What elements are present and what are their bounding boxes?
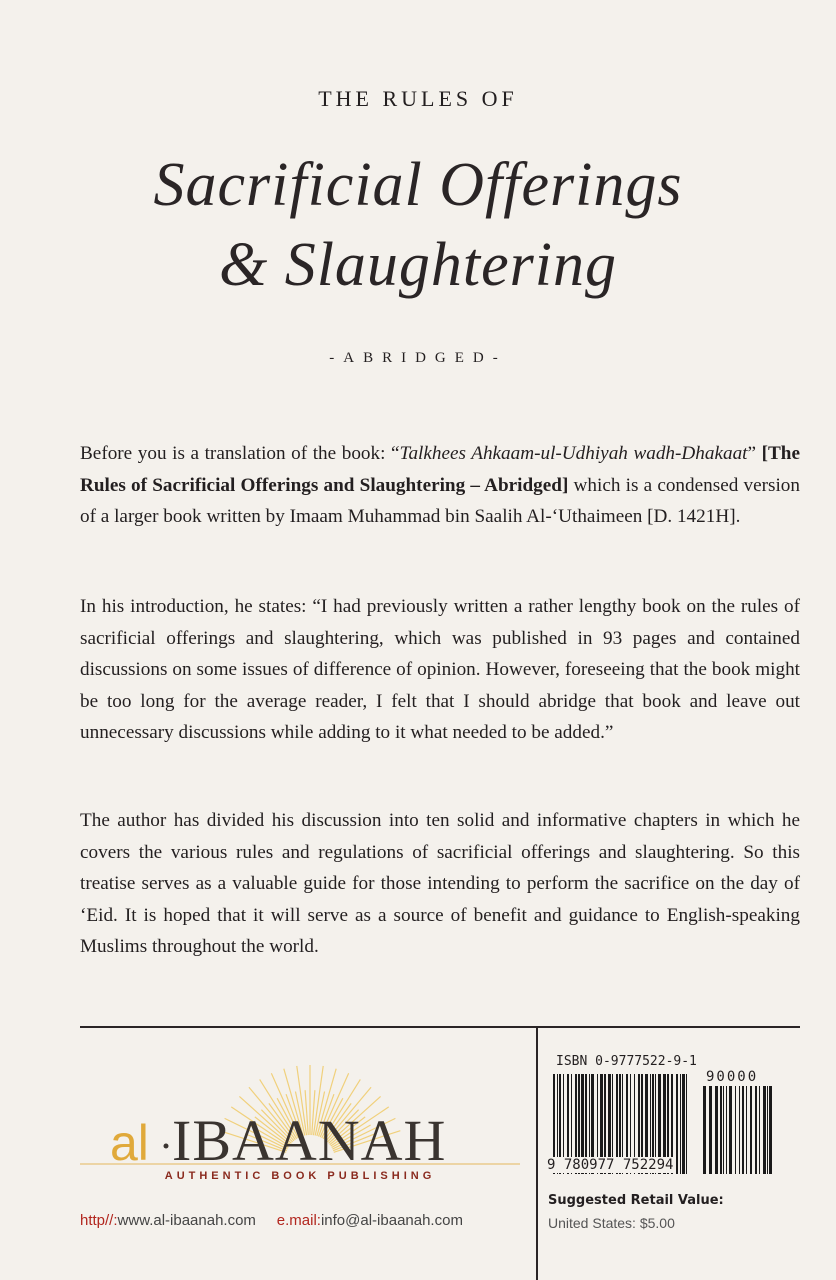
barcode-bar [739, 1086, 740, 1174]
barcode-bar [735, 1086, 736, 1174]
website-link[interactable]: www.al-ibaanah.com [117, 1212, 256, 1229]
svg-text:IBAANAH: IBAANAH [172, 1108, 447, 1173]
ean-number: 9 780977 752294 [547, 1157, 674, 1173]
barcode-bar [715, 1086, 718, 1174]
barcode-bar [680, 1074, 681, 1174]
web-label: http//: [80, 1212, 118, 1229]
publisher-tagline: AUTHENTIC BOOK PUBLISHING [164, 1170, 436, 1182]
barcode-bar [682, 1074, 685, 1174]
svg-text:al: al [110, 1115, 149, 1171]
barcode-bar [755, 1086, 757, 1174]
barcode-bar [769, 1086, 772, 1174]
barcode-bar [763, 1086, 766, 1174]
title-line-3: & Slaughtering [218, 231, 618, 299]
publisher-logo [80, 1050, 520, 1190]
barcode-bar [709, 1086, 712, 1174]
publisher-contact [80, 1212, 463, 1229]
barcode-bar [676, 1074, 678, 1174]
description-paragraph-2: In his introduction, he states: “I had previously written a rather lengthy book on the rules of sacrificial offerings and slaughtering, which was published in 93 pages and contained discussions on some issues of difference of opinion. However, foreseeing that the book might be too long for the average reader, I felt that I should abridge that book and leave out unnecessary discussions while adding to it what needed to be added.” [80, 596, 800, 743]
divider-vertical [536, 1026, 538, 1280]
text: ” [747, 443, 762, 464]
divider-horizontal [80, 1026, 800, 1028]
english-title: [The Rules of Sacrificial Offerings and Slaughtering – Abridged] [80, 443, 800, 496]
barcode-bar [726, 1086, 727, 1174]
barcode-bar [742, 1086, 744, 1174]
email-link[interactable]: info@al-ibaanah.com [320, 1212, 463, 1229]
title-line-1: THE RULES OF [318, 86, 518, 111]
email-label: e.mail: [276, 1212, 321, 1229]
addon-number: 90000 [706, 1069, 759, 1085]
price-value: United States: $5.00 [548, 1215, 675, 1231]
barcode-bar [767, 1086, 768, 1174]
barcode-bar [750, 1086, 752, 1174]
description-paragraph-3: The author has divided his discussion into ten solid and informative chapters in which he covers the various rules and regulations of sacrificial offerings and slaughtering. So this treatise serves as a valuable guide for those intending to perform the sacrifice on the day of ‘Eid. It is hoped that it will serve as a source of benefit and guidance to English-speaking Muslims throughout the world. [80, 810, 800, 957]
isbn-text: ISBN 0-9777522-9-1 [556, 1054, 697, 1069]
barcode-bar [759, 1086, 760, 1174]
title-line-2: Sacrificial Offerings [153, 151, 683, 219]
original-title: Talkhees Ahkaam-ul-Udhiyah wadh-Dhakaat [399, 443, 748, 464]
text: Before you is a translation of the book: “ [80, 443, 400, 464]
subtitle: -ABRIDGED- [329, 350, 507, 366]
description-paragraph-1 [80, 438, 800, 533]
price-label: Suggested Retail Value: [548, 1193, 724, 1208]
barcode-bar [723, 1086, 724, 1174]
barcode-bar [703, 1086, 706, 1174]
barcode-bar [729, 1086, 732, 1174]
barcode-bar [746, 1086, 747, 1174]
barcode-bar [686, 1074, 687, 1174]
text: which is a condensed version of a larger book written by Imaam Muhammad bin Saalih Al-‘Uthaimeen [D. 1421H]. [80, 474, 800, 527]
barcode-bar [720, 1086, 722, 1174]
